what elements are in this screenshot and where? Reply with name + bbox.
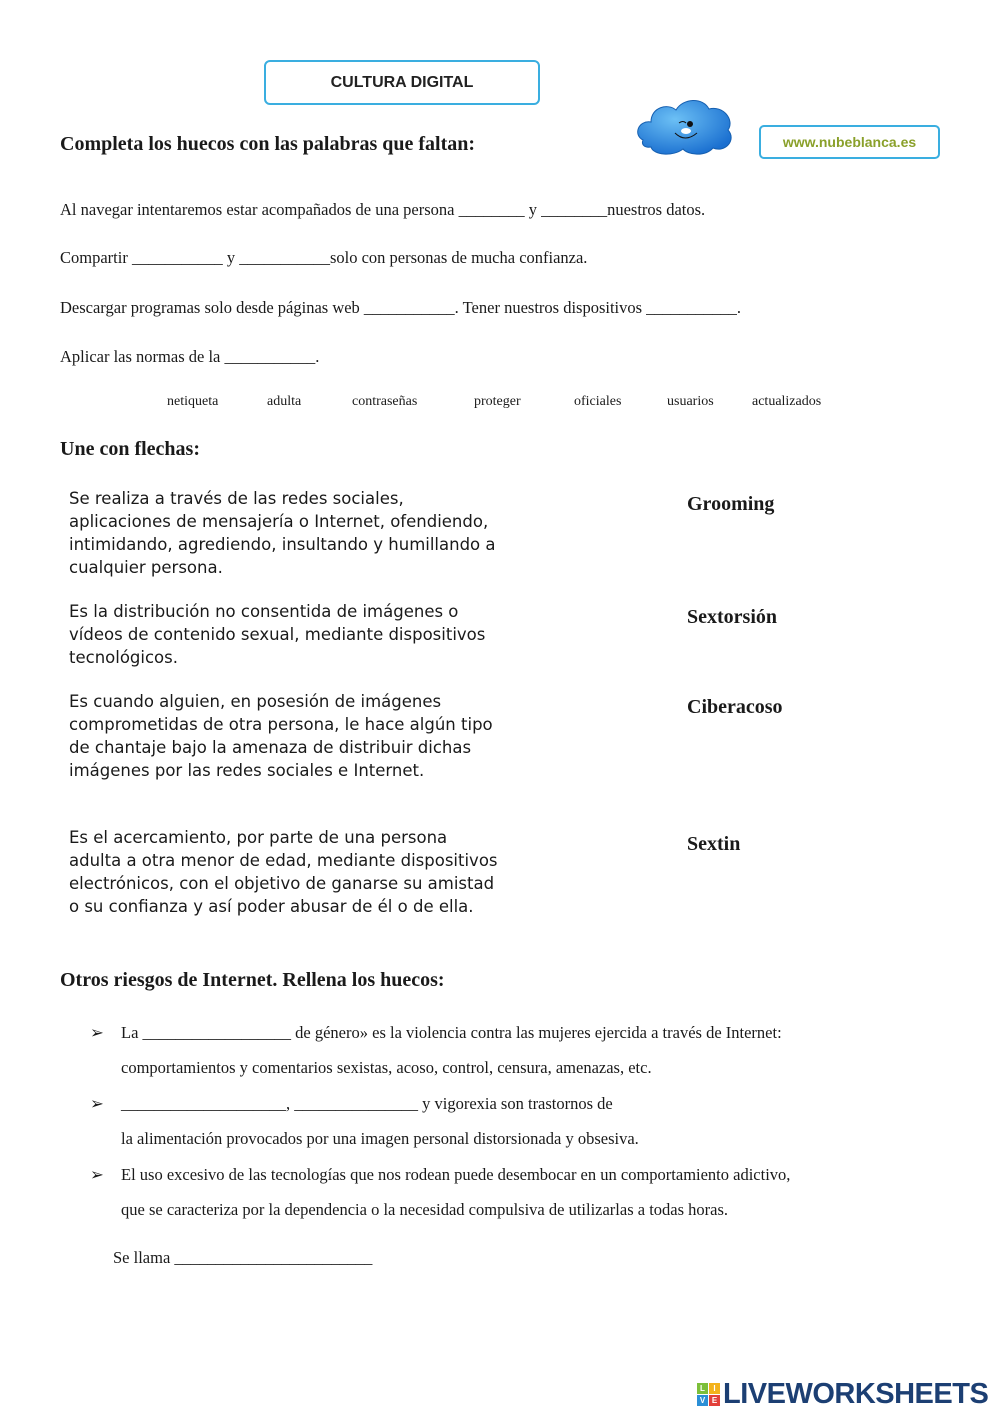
logo-letter: L [697,1383,708,1394]
term-ciberacoso: Ciberacoso [687,696,783,718]
risk-line: La __________________ de género» es la violencia contra las mujeres ejercida a través de Internet: [121,1023,782,1042]
fill-line-4: Aplicar las normas de la ___________. [60,347,320,366]
bullet-icon: ➢ [90,1023,104,1042]
risk-line: que se caracteriza por la dependencia o la necesidad compulsiva de utilizarlas a todas horas. [121,1200,729,1219]
word-bank-item: contraseñas [352,394,418,409]
logo-letter: I [709,1383,720,1394]
word-bank-item: actualizados [752,394,822,409]
section3-heading: Otros riesgos de Internet. Rellena los huecos: [60,969,445,991]
risk-line: ____________________, _______________ y vigorexia son trastornos de [121,1094,613,1113]
liveworksheets-logo [697,1378,988,1411]
word-bank-item: usuarios [667,394,714,409]
definition-item: Se realiza a través de las redes sociales, aplicaciones de mensajería o Internet, ofendiendo, intimidando, agrediendo, insultando y humillando a cualquier persona. [69,489,496,577]
word-bank-item: adulta [267,394,302,409]
risk-line: la alimentación provocados por una imagen personal distorsionada y obsesiva. [121,1129,639,1148]
fill-line-3: Descargar programas solo desde páginas web ___________. Tener nuestros dispositivos ___________. [60,298,742,317]
definition-item: Es el acercamiento, por parte de una persona adulta a otra menor de edad, mediante dispositivos electrónicos, con el objetivo de ganarse su amistad o su confianza y así poder abusar de él o de ella. [69,828,498,916]
logo-letter: V [697,1395,708,1406]
term-grooming: Grooming [687,493,775,515]
live-squares-icon [697,1383,720,1406]
risk-line: Se llama ________________________ [113,1248,373,1267]
word-bank-item: oficiales [574,394,622,409]
logo-text: LIVEWORKSHEETS [723,1378,989,1410]
bullet-icon: ➢ [90,1165,104,1184]
risk-line: comportamientos y comentarios sexistas, acoso, control, censura, amenazas, etc. [121,1058,652,1077]
bullet-icon: ➢ [90,1094,104,1113]
section2-heading: Une con flechas: [60,438,200,460]
fill-line-2: Compartir ___________ y ___________solo con personas de mucha confianza. [60,248,588,267]
word-bank-item: netiqueta [167,394,219,409]
cloud-mascot-icon [633,95,737,157]
word-bank-item: proteger [474,394,521,409]
logo-letter: E [709,1395,720,1406]
term-sextorsion: Sextorsión [687,606,777,628]
fill-line-1: Al navegar intentaremos estar acompañados de una persona ________ y ________nuestros datos. [60,200,706,219]
definition-item: Es la distribución no consentida de imágenes o vídeos de contenido sexual, mediante dispositivos tecnológicos. [69,602,486,667]
worksheet-title: CULTURA DIGITAL [264,60,540,105]
definition-item: Es cuando alguien, en posesión de imágenes comprometidas de otra persona, le hace algún tipo de chantaje bajo la amenaza de distribuir dichas imágenes por las redes sociales e Internet. [69,692,493,780]
section1-heading: Completa los huecos con las palabras que faltan: [60,133,476,155]
term-sextin: Sextin [687,833,741,855]
risk-line: El uso excesivo de las tecnologías que nos rodean puede desembocar en un comportamiento adictivo, [121,1165,791,1184]
website-link[interactable]: www.nubeblanca.es [759,125,940,159]
